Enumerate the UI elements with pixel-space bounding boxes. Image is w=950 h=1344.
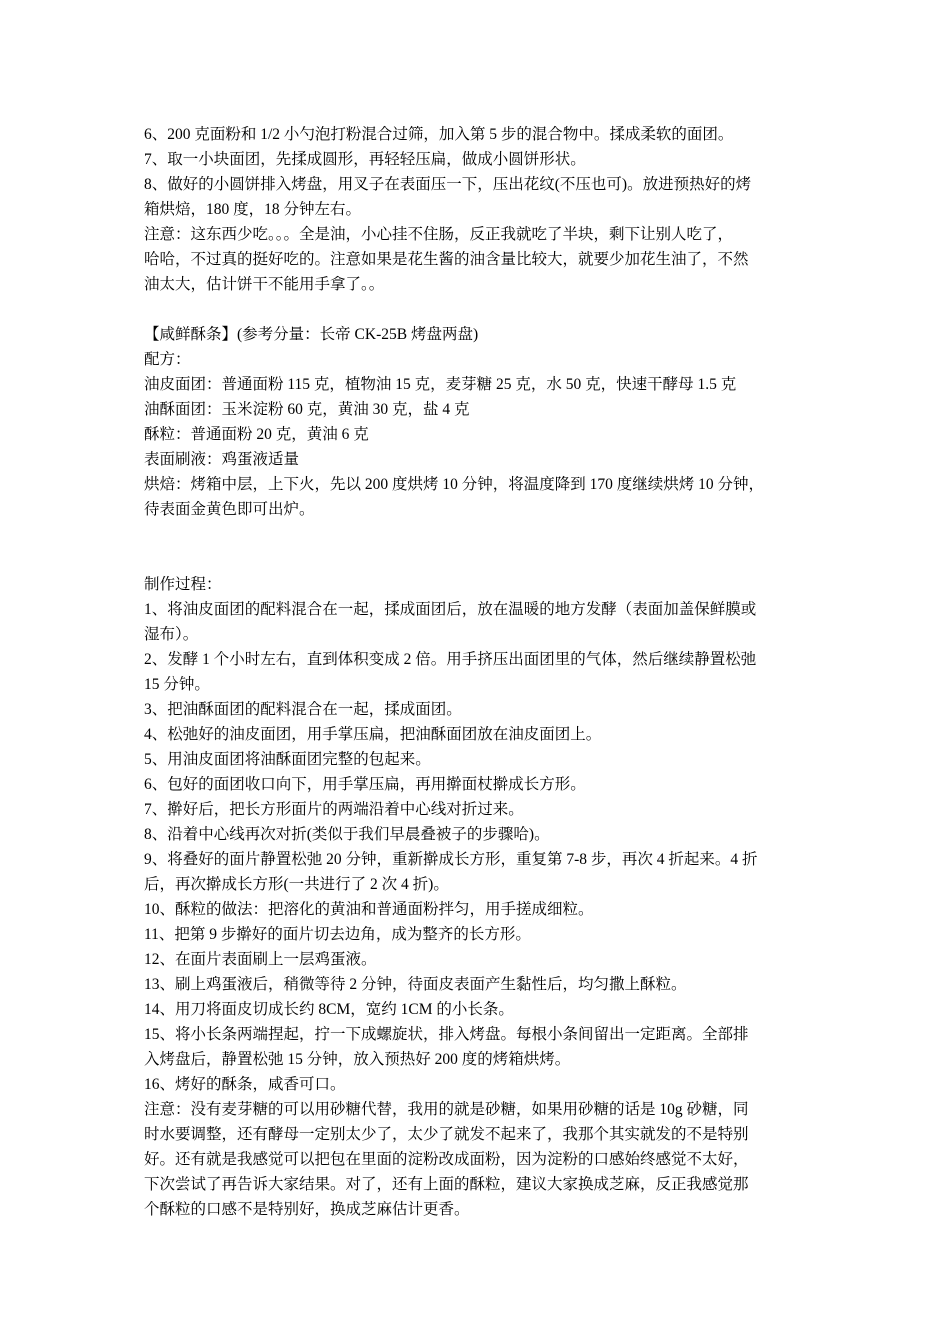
step-line: 6、包好的面团收口向下，用手掌压扁，再用擀面杖擀成长方形。 (144, 776, 586, 793)
note-line: 下次尝试了再告诉大家结果。对了，还有上面的酥粒，建议大家换成芝麻，反正我感觉那 (144, 1176, 749, 1193)
recipe-line: 烘焙：烤箱中层，上下火，先以 200 度烘烤 10 分钟，将温度降到 170 度继续烘烤 10 分钟， (144, 476, 765, 493)
step-line: 3、把油酥面团的配料混合在一起，揉成面团。 (144, 701, 462, 718)
step-line: 13、刷上鸡蛋液后，稍微等待 2 分钟，待面皮表面产生黏性后，均匀撒上酥粒。 (144, 976, 687, 993)
note-line: 好。还有就是我感觉可以把包在里面的淀粉改成面粉，因为淀粉的口感始终感觉不太好， (144, 1151, 749, 1168)
step-line: 2、发酵 1 个小时左右，直到体积变成 2 倍。用手挤压出面团里的气体，然后继续静置松弛 (144, 651, 757, 668)
step-line: 16、烤好的酥条，咸香可口。 (144, 1076, 346, 1093)
step-line: 7、擀好后，把长方形面片的两端沿着中心线对折过来。 (144, 801, 524, 818)
document-page (144, 122, 816, 1222)
step-line: 12、在面片表面刷上一层鸡蛋液。 (144, 951, 377, 968)
note-line: 哈哈，不过真的挺好吃的。注意如果是花生酱的油含量比较大，就要少加花生油了，不然 (144, 251, 749, 268)
spacer (144, 297, 816, 322)
section-recipe-header (144, 322, 816, 522)
note-line: 个酥粒的口感不是特别好，换成芝麻估计更香。 (144, 1201, 470, 1218)
step-line: 15 分钟。 (144, 676, 210, 693)
recipe-line: 配方： (144, 351, 191, 368)
spacer (144, 522, 816, 572)
note-line: 注意：这东西少吃。。。全是油，小心挂不住肠，反正我就吃了半块，剩下让别人吃了， (144, 226, 734, 243)
step-line: 后，再次擀成长方形(一共进行了 2 次 4 折)。 (144, 876, 449, 893)
recipe-title: 【咸鲜酥条】(参考分量：长帝 CK-25B 烤盘两盘) (144, 326, 479, 343)
recipe-line: 表面刷液：鸡蛋液适量 (144, 451, 300, 468)
note-line: 注意：没有麦芽糖的可以用砂糖代替，我用的就是砂糖，如果用砂糖的话是 10g 砂糖，同 (144, 1101, 749, 1118)
step-line: 14、用刀将面皮切成长约 8CM，宽约 1CM 的小长条。 (144, 1001, 514, 1018)
step-line: 1、将油皮面团的配料混合在一起，揉成面团后，放在温暖的地方发酵（表面加盖保鲜膜或 (144, 601, 757, 618)
step-line: 7、取一小块面团，先揉成圆形，再轻轻压扁，做成小圆饼形状。 (144, 151, 586, 168)
recipe-line: 酥粒：普通面粉 20 克，黄油 6 克 (144, 426, 369, 443)
step-line: 8、沿着中心线再次对折(类似于我们早晨叠被子的步骤哈)。 (144, 826, 550, 843)
step-line: 6、200 克面粉和 1/2 小勺泡打粉混合过筛，加入第 5 步的混合物中。揉成柔软的面团。 (144, 126, 734, 143)
note-line: 油太大，估计饼干不能用手拿了。。 (144, 276, 385, 293)
step-line: 5、用油皮面团将油酥面团完整的包起来。 (144, 751, 431, 768)
step-line: 箱烘焙，180 度，18 分钟左右。 (144, 201, 362, 218)
step-line: 11、把第 9 步擀好的面片切去边角，成为整齐的长方形。 (144, 926, 531, 943)
step-line: 8、做好的小圆饼排入烤盘，用叉子在表面压一下，压出花纹(不压也可)。放进预热好的烤 (144, 176, 752, 193)
step-line: 4、松弛好的油皮面团，用手掌压扁，把油酥面团放在油皮面团上。 (144, 726, 602, 743)
step-line: 入烤盘后，静置松弛 15 分钟，放入预热好 200 度的烤箱烘烤。 (144, 1051, 571, 1068)
section-peanut-cookie-steps (144, 122, 816, 297)
recipe-line: 油酥面团：玉米淀粉 60 克，黄油 30 克，盐 4 克 (144, 401, 470, 418)
recipe-line: 油皮面团：普通面粉 115 克，植物油 15 克，麦芽糖 25 克，水 50 克，快速干酵母 1.5 克 (144, 376, 737, 393)
section-procedure (144, 572, 816, 1222)
note-line: 时水要调整，还有酵母一定别太少了，太少了就发不起来了，我那个其实就发的不是特别 (144, 1126, 749, 1143)
step-line: 9、将叠好的面片静置松弛 20 分钟，重新擀成长方形，重复第 7-8 步，再次 4 折起来。4 折 (144, 851, 758, 868)
step-line: 湿布）。 (144, 626, 199, 643)
procedure-heading: 制作过程： (144, 576, 222, 593)
recipe-line: 待表面金黄色即可出炉。 (144, 501, 315, 518)
step-line: 15、将小长条两端捏起，拧一下成螺旋状，排入烤盘。每根小条间留出一定距离。全部排 (144, 1026, 749, 1043)
step-line: 10、酥粒的做法：把溶化的黄油和普通面粉拌匀，用手搓成细粒。 (144, 901, 594, 918)
